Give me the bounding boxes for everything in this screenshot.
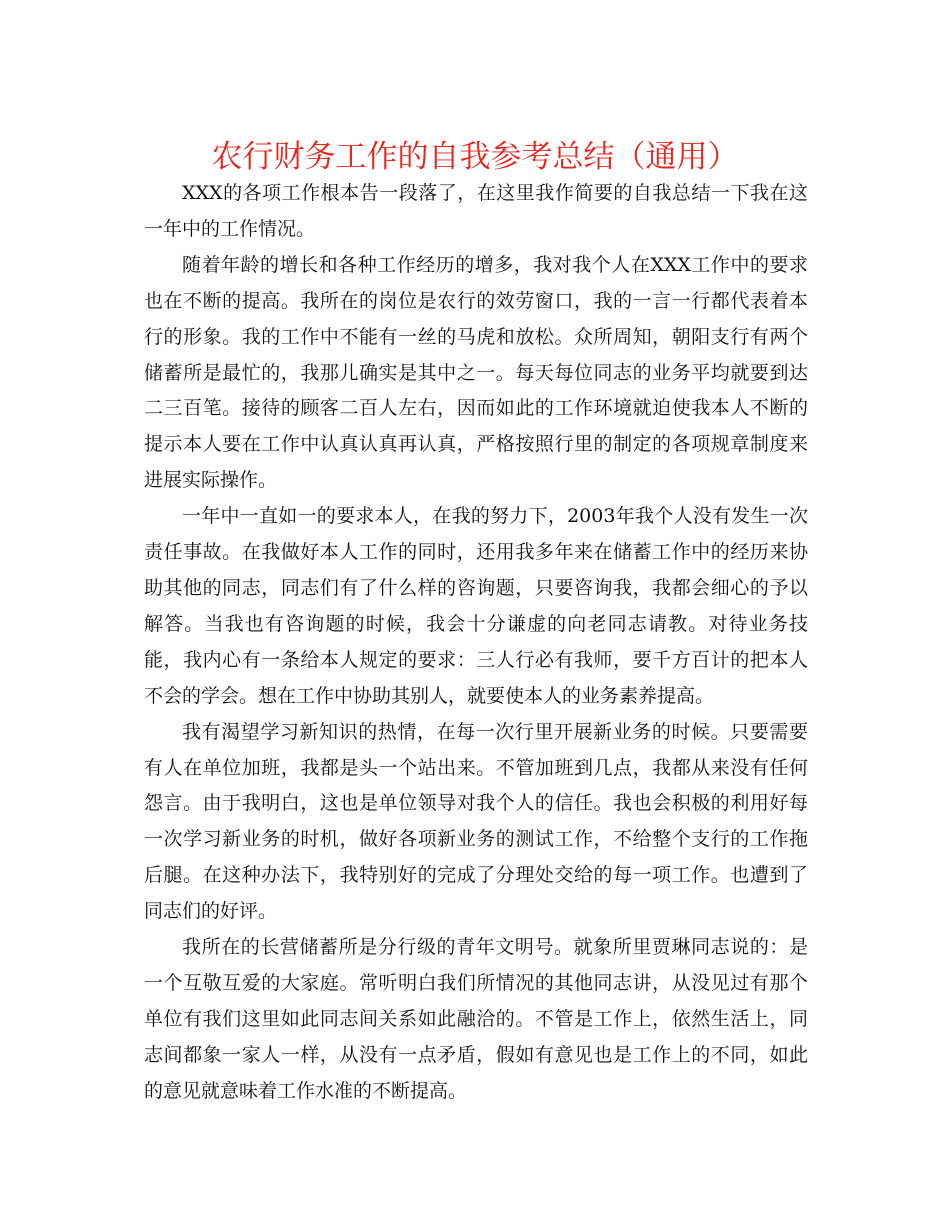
paragraph: 我有渴望学习新知识的热情，在每一次行里开展新业务的时候。只要需要有人在单位加班，我都是头一个站出来。不管加班到几点，我都从来没有任何怨言。由于我明白，这也是单位领导对我个人的信任。我也会积极的利用好每一次学习新业务的时机，做好各项新业务的测试工作，不给整个支行的工作拖后腿。在这种办法下，我特别好的完成了分理处交给的每一项工作。也遭到了同志们的好评。 [144,720,808,923]
paragraph: 随着年龄的增长和各种工作经历的增多，我对我个人在XXX工作中的要求也在不断的提高。我所在的岗位是农行的效劳窗口，我的一言一行都代表着本行的形象。我的工作中不能有一丝的马虎和放松。众所周知，朝阳支行有两个储蓄所是最忙的，我那儿确实是其中之一。每天每位同志的业务平均就要到达二三百笔。接待的顾客二百人左右，因而如此的工作环境就迫使我本人不断的提示本人要在工作中认真认真再认真，严格按照行里的制定的各项规章制度来进展实际操作。 [144,253,808,492]
paragraph: 一年中一直如一的要求本人，在我的努力下，2003年我个人没有发生一次责任事故。在我做好本人工作的同时，还用我多年来在储蓄工作中的经历来协助其他的同志，同志们有了什么样的咨询题，只要咨询我，我都会细心的予以解答。当我也有咨询题的时候，我会十分谦虚的向老同志请教。对待业务技能，我内心有一条给本人规定的要求：三人行必有我师，要千方百计的把本人不会的学会。想在工作中协助其别人，就要使本人的业务素养提高。 [144,505,808,707]
document-body [144,176,808,1110]
paragraph: XXX的各项工作根本告一段落了，在这里我作简要的自我总结一下我在这一年中的工作情况。 [144,182,808,240]
paragraph: 我所在的长营储蓄所是分行级的青年文明号。就象所里贾琳同志说的：是一个互敬互爱的大家庭。常听明白我们所情况的其他同志讲，从没见过有那个单位有我们这里如此同志间关系如此融洽的。不管是工作上，依然生活上，同志间都象一家人一样，从没有一点矛盾，假如有意见也是工作上的不同，如此的意见就意味着工作水准的不断提高。 [144,936,808,1102]
document-title: 农行财务工作的自我参考总结（通用） [211,139,739,175]
